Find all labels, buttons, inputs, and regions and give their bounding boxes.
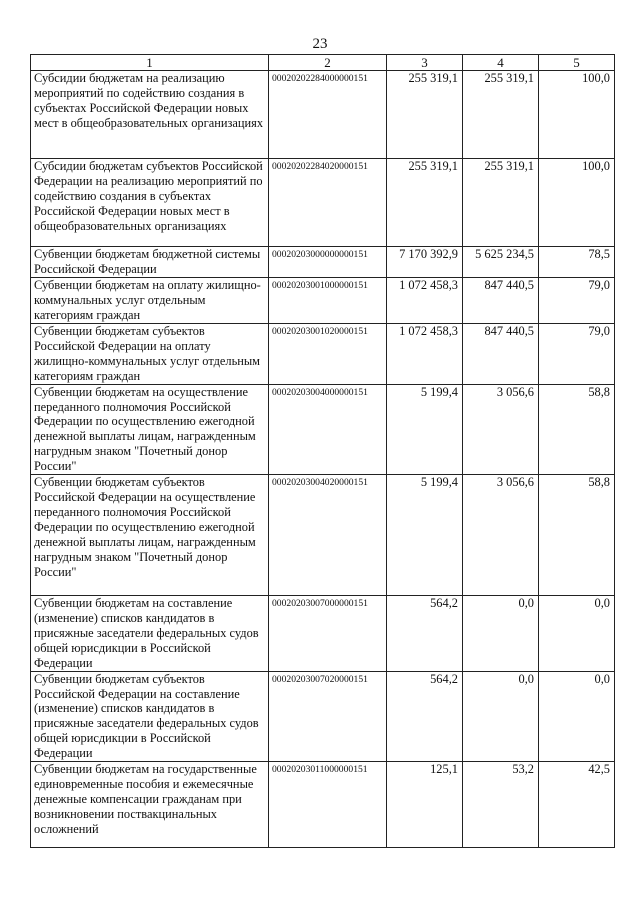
row-percent: 78,5 bbox=[539, 247, 615, 278]
row-fact: 255 319,1 bbox=[463, 159, 539, 247]
row-percent: 58,8 bbox=[539, 384, 615, 474]
row-plan: 564,2 bbox=[387, 671, 463, 761]
row-fact: 0,0 bbox=[463, 671, 539, 761]
page-number: 23 bbox=[312, 36, 328, 52]
row-name: Субсидии бюджетам на реализацию мероприятий по содействию создания в субъектах Российской Федерации новых мест в общеобразовательных организациях bbox=[31, 71, 269, 159]
row-plan: 7 170 392,9 bbox=[387, 247, 463, 278]
row-name: Субвенции бюджетам на осуществление переданного полномочия Российской Федерации по осуществлению ежегодной денежной выплаты лицам, награжденным нагрудным знаком "Почетный донор России" bbox=[31, 384, 269, 474]
row-code: 00020202284000000151 bbox=[269, 71, 387, 159]
row-code: 00020202284020000151 bbox=[269, 159, 387, 247]
col-header-4: 4 bbox=[463, 55, 539, 71]
table-row bbox=[31, 278, 615, 324]
row-percent: 79,0 bbox=[539, 278, 615, 324]
row-fact: 847 440,5 bbox=[463, 324, 539, 385]
row-code: 00020203004020000151 bbox=[269, 475, 387, 596]
row-name: Субвенции бюджетам бюджетной системы Российской Федерации bbox=[31, 247, 269, 278]
row-plan: 1 072 458,3 bbox=[387, 324, 463, 385]
table-row bbox=[31, 475, 615, 596]
table-row bbox=[31, 324, 615, 385]
row-name: Субвенции бюджетам субъектов Российской Федерации на составление (изменение) списков кандидатов в присяжные заседатели федеральных судов общей юрисдикции в Российской Федерации bbox=[31, 671, 269, 761]
row-name: Субвенции бюджетам на оплату жилищно-коммунальных услуг отдельным категориям граждан bbox=[31, 278, 269, 324]
row-plan: 5 199,4 bbox=[387, 384, 463, 474]
row-plan: 255 319,1 bbox=[387, 159, 463, 247]
row-code: 00020203011000000151 bbox=[269, 762, 387, 848]
header-row bbox=[31, 55, 615, 71]
budget-table bbox=[30, 54, 615, 848]
row-code: 00020203001000000151 bbox=[269, 278, 387, 324]
row-plan: 255 319,1 bbox=[387, 71, 463, 159]
row-code: 00020203007000000151 bbox=[269, 596, 387, 672]
table-row bbox=[31, 596, 615, 672]
row-fact: 3 056,6 bbox=[463, 475, 539, 596]
col-header-1: 1 bbox=[31, 55, 269, 71]
col-header-2: 2 bbox=[269, 55, 387, 71]
row-percent: 58,8 bbox=[539, 475, 615, 596]
row-fact: 847 440,5 bbox=[463, 278, 539, 324]
row-percent: 0,0 bbox=[539, 671, 615, 761]
row-code: 00020203007020000151 bbox=[269, 671, 387, 761]
row-name: Субвенции бюджетам субъектов Российской Федерации на оплату жилищно-коммунальных услуг отдельным категориям граждан bbox=[31, 324, 269, 385]
row-percent: 0,0 bbox=[539, 596, 615, 672]
row-fact: 53,2 bbox=[463, 762, 539, 848]
table-row bbox=[31, 671, 615, 761]
row-code: 00020203001020000151 bbox=[269, 324, 387, 385]
row-percent: 100,0 bbox=[539, 71, 615, 159]
row-plan: 125,1 bbox=[387, 762, 463, 848]
row-plan: 1 072 458,3 bbox=[387, 278, 463, 324]
row-fact: 255 319,1 bbox=[463, 71, 539, 159]
row-fact: 5 625 234,5 bbox=[463, 247, 539, 278]
table-row bbox=[31, 247, 615, 278]
row-fact: 3 056,6 bbox=[463, 384, 539, 474]
row-fact: 0,0 bbox=[463, 596, 539, 672]
row-name: Субвенции бюджетам на составление (изменение) списков кандидатов в присяжные заседатели федеральных судов общей юрисдикции в Российской Федерации bbox=[31, 596, 269, 672]
table-row bbox=[31, 71, 615, 159]
row-name: Субвенции бюджетам на государственные единовременные пособия и ежемесячные денежные компенсации гражданам при возникновении поствакцинальных осложнений bbox=[31, 762, 269, 848]
row-plan: 5 199,4 bbox=[387, 475, 463, 596]
row-name: Субсидии бюджетам субъектов Российской Федерации на реализацию мероприятий по содействию создания в субъектах Российской Федерации новых мест в общеобразовательных организациях bbox=[31, 159, 269, 247]
row-code: 00020203004000000151 bbox=[269, 384, 387, 474]
row-percent: 79,0 bbox=[539, 324, 615, 385]
table-row bbox=[31, 384, 615, 474]
table-row bbox=[31, 159, 615, 247]
row-code: 00020203000000000151 bbox=[269, 247, 387, 278]
row-plan: 564,2 bbox=[387, 596, 463, 672]
row-percent: 100,0 bbox=[539, 159, 615, 247]
row-percent: 42,5 bbox=[539, 762, 615, 848]
col-header-3: 3 bbox=[387, 55, 463, 71]
table-row bbox=[31, 762, 615, 848]
col-header-5: 5 bbox=[539, 55, 615, 71]
row-name: Субвенции бюджетам субъектов Российской Федерации на осуществление переданного полномочия Российской Федерации по осуществлению ежегодной денежной выплаты лицам, награжденным нагрудным знаком "Почетный донор России" bbox=[31, 475, 269, 596]
